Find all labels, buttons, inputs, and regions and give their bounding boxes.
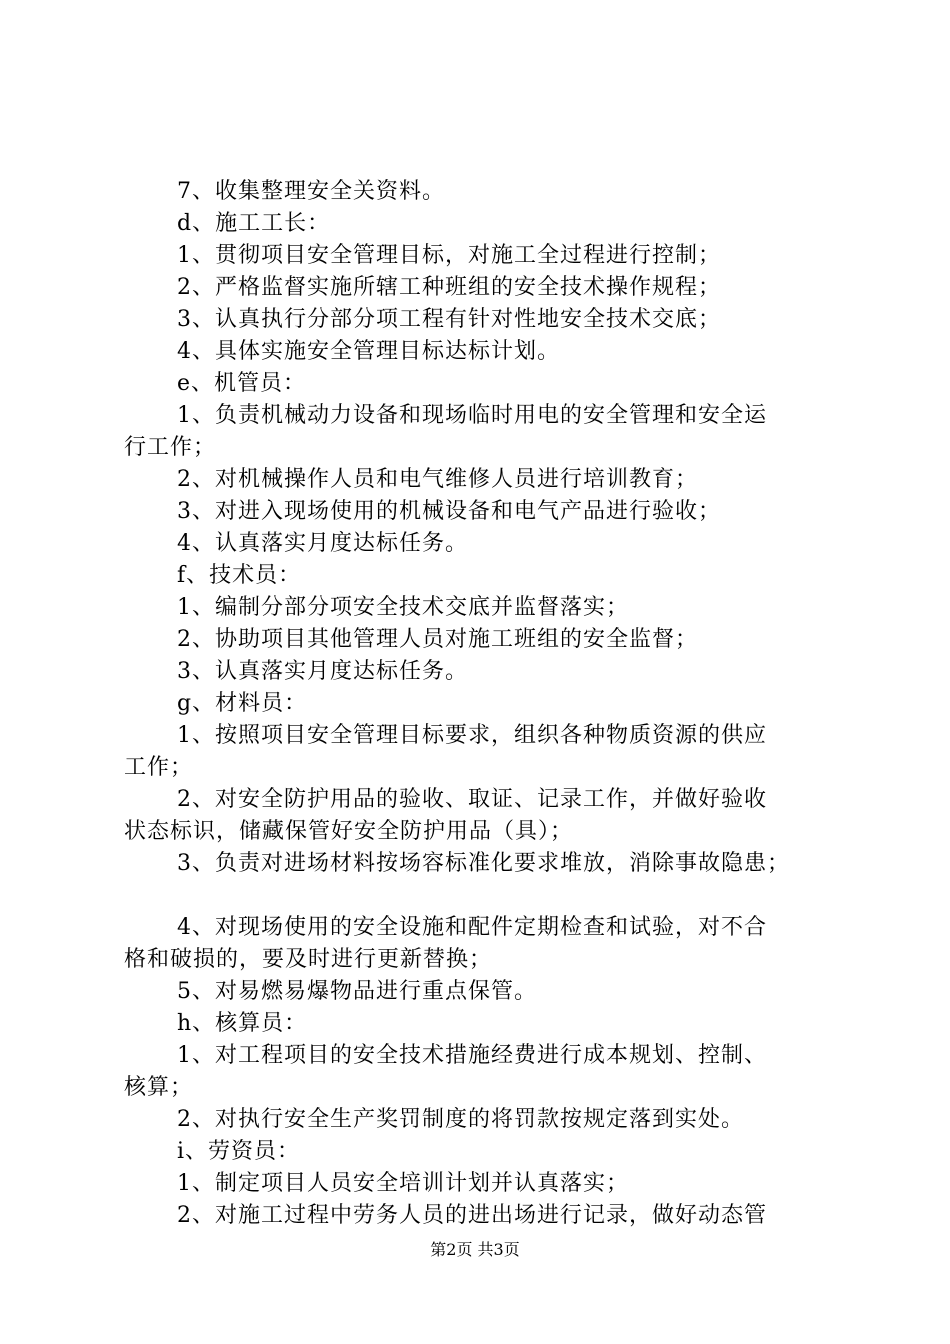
text-line: 2、对施工过程中劳务人员的进出场进行记录，做好动态管 xyxy=(177,1203,767,1228)
document-body xyxy=(124,176,844,1232)
text-line: 3、认真落实月度达标任务。 xyxy=(177,659,468,684)
text-line: f、技术员： xyxy=(177,563,302,588)
text-line: 4、认真落实月度达标任务。 xyxy=(177,531,468,556)
blank-line xyxy=(124,880,844,912)
text-line: 7、收集整理安全关资料。 xyxy=(177,179,445,204)
text-line: 3、负责对进场材料按场容标准化要求堆放，消除事故隐患； xyxy=(177,851,790,876)
text-line: 1、按照项目安全管理目标要求，组织各种物质资源的供应 xyxy=(177,723,767,748)
text-line: 核算； xyxy=(124,1075,194,1100)
text-line: 状态标识，储藏保管好安全防护用品（具）； xyxy=(124,819,574,844)
text-line: 4、具体实施安全管理目标达标计划。 xyxy=(177,339,560,364)
text-line: 1、贯彻项目安全管理目标，对施工全过程进行控制； xyxy=(177,243,721,268)
text-line: g、材料员： xyxy=(177,691,308,716)
text-line: h、核算员： xyxy=(177,1011,308,1036)
text-line: e、机管员： xyxy=(177,371,307,396)
text-line: 4、对现场使用的安全设施和配件定期检查和试验，对不合 xyxy=(177,915,767,940)
text-line: 工作； xyxy=(124,755,194,780)
text-line: 1、编制分部分项安全技术交底并监督落实； xyxy=(177,595,629,620)
text-line: 1、对工程项目的安全技术措施经费进行成本规划、控制、 xyxy=(177,1043,767,1068)
text-line: 2、对机械操作人员和电气维修人员进行培训教育； xyxy=(177,467,698,492)
text-line: 2、对执行安全生产奖罚制度的将罚款按规定落到实处。 xyxy=(177,1107,744,1132)
text-line: 2、对安全防护用品的验收、取证、记录工作，并做好验收 xyxy=(177,787,767,812)
text-line: d、施工工长： xyxy=(177,211,331,236)
text-line: 2、协助项目其他管理人员对施工班组的安全监督； xyxy=(177,627,698,652)
text-line: i、劳资员： xyxy=(177,1139,301,1164)
text-line: 3、认真执行分部分项工程有针对性地安全技术交底； xyxy=(177,307,721,332)
text-line: 2、严格监督实施所辖工种班组的安全技术操作规程； xyxy=(177,275,721,300)
text-line: 5、对易燃易爆物品进行重点保管。 xyxy=(177,979,537,1004)
text-line: 1、负责机械动力设备和现场临时用电的安全管理和安全运 xyxy=(177,403,767,428)
text-line: 格和破损的，要及时进行更新替换； xyxy=(124,947,493,972)
text-line: 1、制定项目人员安全培训计划并认真落实； xyxy=(177,1171,629,1196)
page-footer: 第2页 共3页 xyxy=(430,1240,520,1259)
text-line: 行工作； xyxy=(124,435,217,460)
text-line: 3、对进入现场使用的机械设备和电气产品进行验收； xyxy=(177,499,721,524)
